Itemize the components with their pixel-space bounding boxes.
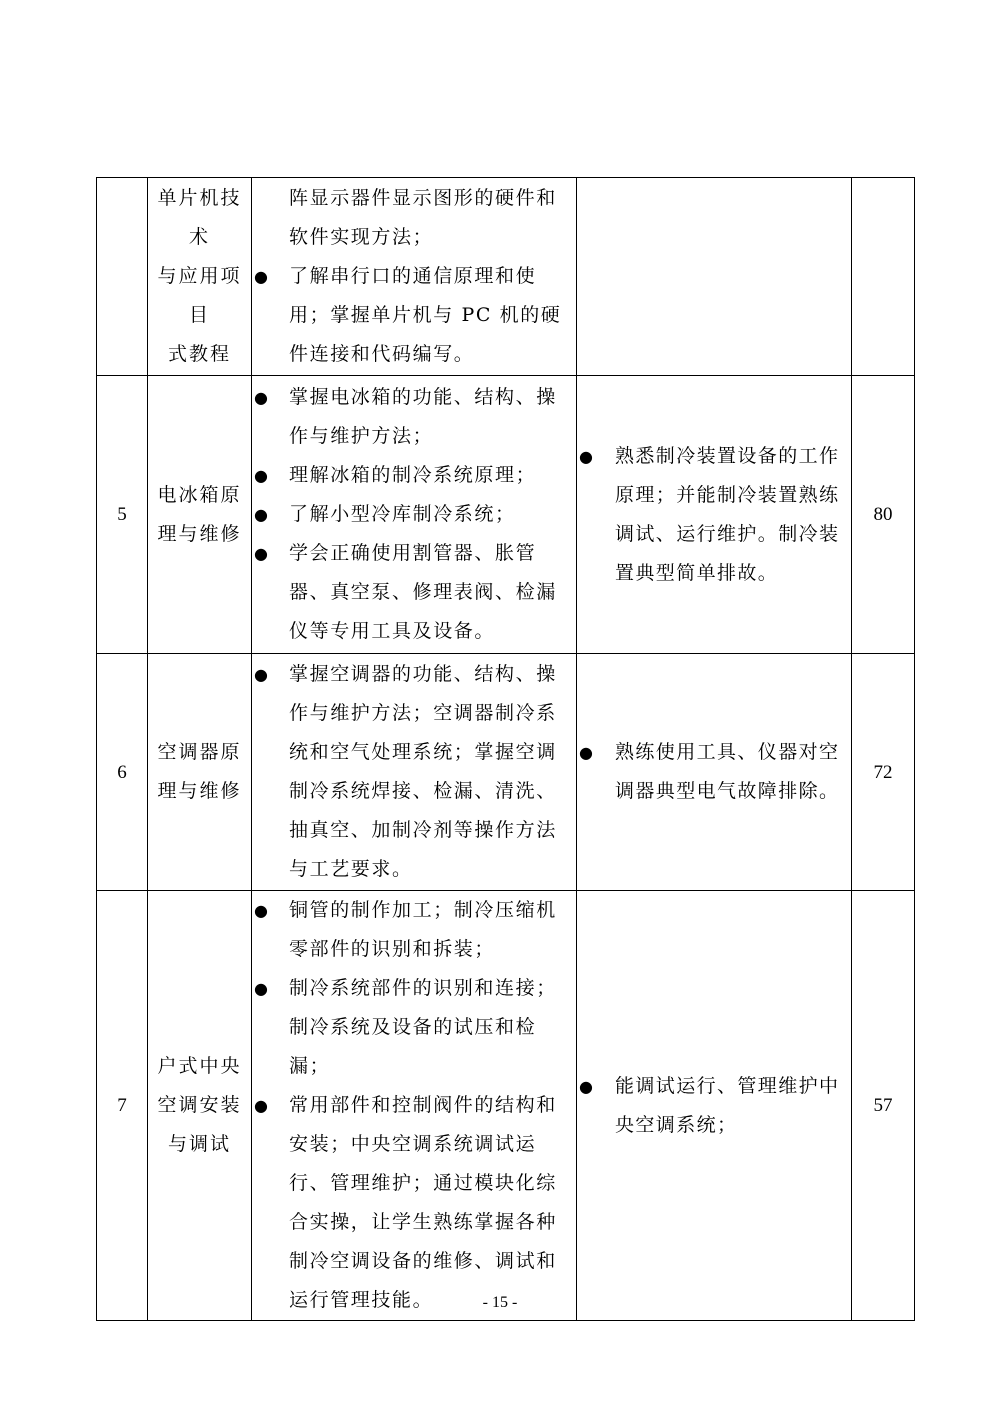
skills-cell [577, 178, 852, 376]
skills-cell [577, 654, 852, 891]
curriculum-table [96, 177, 915, 1321]
course-number: 5 [97, 376, 148, 654]
requirement-item: ● 掌握电冰箱的功能、结构、操作与维护方法； [252, 378, 576, 456]
class-hours [852, 178, 915, 376]
requirement-item: ● 制冷系统部件的识别和连接；制冷系统及设备的试压和检漏； [252, 969, 576, 1086]
requirements-cell [252, 654, 577, 891]
requirement-item: ● 铜管的制作加工；制冷压缩机零部件的识别和拆装； [252, 891, 576, 969]
course-number: 6 [97, 654, 148, 891]
skill-item: ● 能调试运行、管理维护中央空调系统； [577, 1067, 851, 1145]
requirement-item: 阵显示器件显示图形的硬件和软件实现方法； [289, 187, 557, 248]
course-name: 单片机技术 与应用项目 式教程 [148, 178, 252, 376]
skills-cell [577, 376, 852, 654]
requirements-cell [252, 891, 577, 1321]
course-name: 户式中央 空调安装 与调试 [148, 891, 252, 1321]
requirement-item: ● 常用部件和控制阀件的结构和安装；中央空调系统调试运行、管理维护；通过模块化综合实操，让学生熟练掌握各种制冷空调设备的维修、调试和运行管理技能。 [252, 1086, 576, 1320]
skills-cell [577, 891, 852, 1321]
page-number: - 15 - [482, 1294, 518, 1311]
requirement-item: ● 掌握空调器的功能、结构、操作与维护方法；空调器制冷系统和空气处理系统；掌握空调制冷系统焊接、检漏、清洗、抽真空、加制冷剂等操作方法与工艺要求。 [252, 655, 576, 889]
requirement-item: ● 了解小型冷库制冷系统； [252, 495, 576, 534]
course-name: 电冰箱原 理与维修 [148, 376, 252, 654]
table-row [97, 178, 915, 376]
requirement-item: ● 学会正确使用割管器、胀管器、真空泵、修理表阀、检漏仪等专用工具及设备。 [252, 534, 576, 651]
requirements-cell [252, 376, 577, 654]
table-row [97, 654, 915, 891]
table-row [97, 891, 915, 1321]
class-hours: 72 [852, 654, 915, 891]
class-hours: 57 [852, 891, 915, 1321]
skill-item: ● 熟悉制冷装置设备的工作原理；并能制冷装置熟练调试、运行维护。制冷装置典型简单排故。 [577, 437, 851, 593]
skill-item: ● 熟练使用工具、仪器对空调器典型电气故障排除。 [577, 733, 851, 811]
requirement-item: ● 了解串行口的通信原理和使用；掌握单片机与 PC 机的硬件连接和代码编写。 [252, 257, 576, 374]
requirements-cell [252, 178, 577, 376]
course-number: 7 [97, 891, 148, 1321]
course-number [97, 178, 148, 376]
table-row [97, 376, 915, 654]
course-name: 空调器原 理与维修 [148, 654, 252, 891]
requirement-item: ● 理解冰箱的制冷系统原理； [252, 456, 576, 495]
class-hours: 80 [852, 376, 915, 654]
